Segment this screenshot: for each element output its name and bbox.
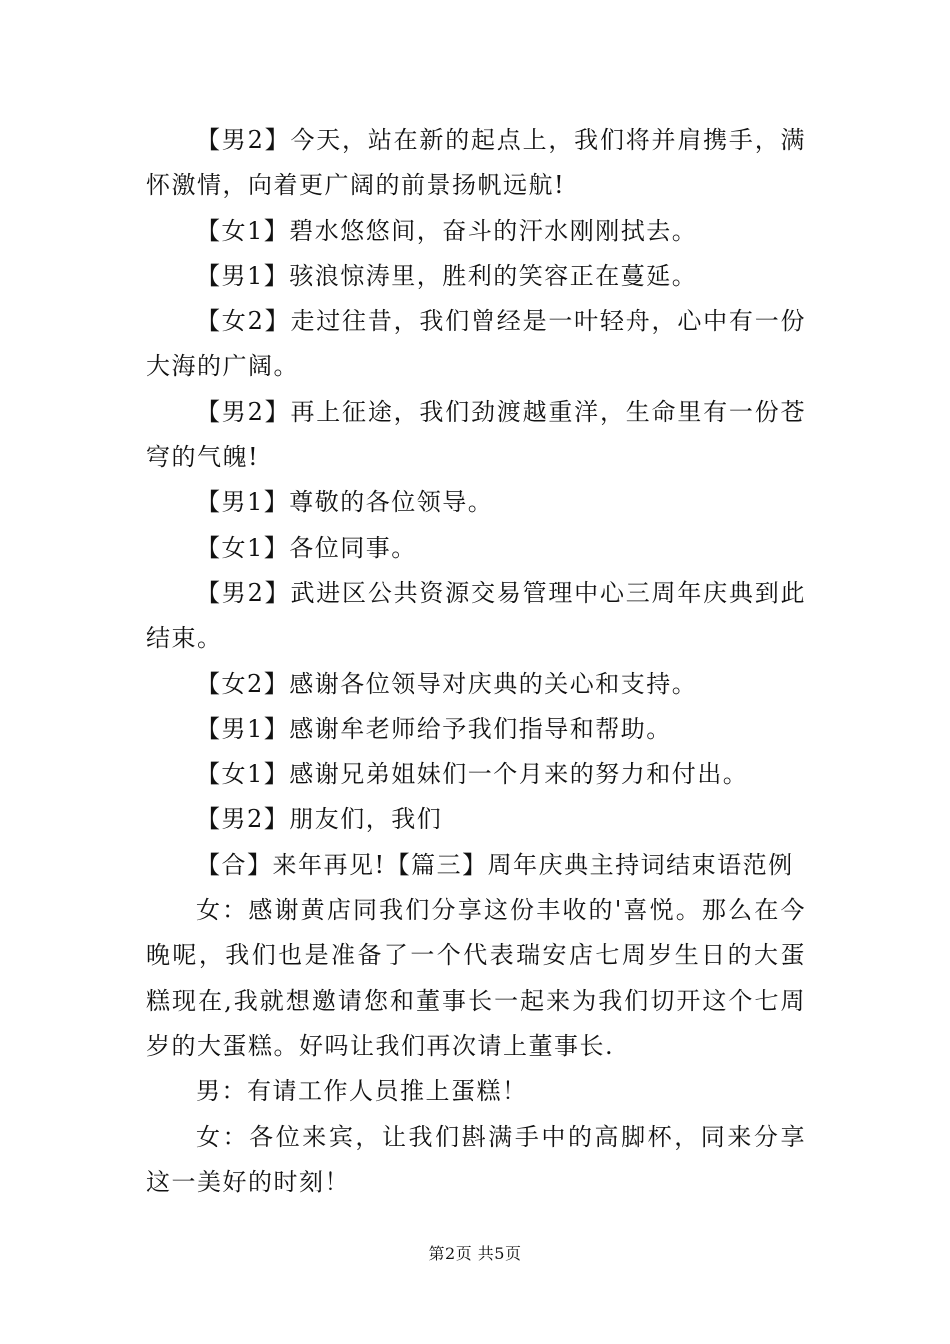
paragraph-1: 【男2】今天，站在新的起点上，我们将并肩携手，满怀激情，向着更广阔的前景扬帆远航! xyxy=(146,126,806,200)
paragraph-6: 【男1】尊敬的各位领导。 xyxy=(196,488,494,517)
paragraph-15: 男：有请工作人员推上蛋糕！ xyxy=(196,1077,528,1106)
paragraph-7: 【女1】各位同事。 xyxy=(196,533,417,562)
paragraph-16: 女：各位来宾，让我们斟满手中的高脚杯，同来分享这一美好的时刻！ xyxy=(146,1122,806,1196)
document-body xyxy=(146,118,806,1205)
paragraph-5: 【男2】再上征途，我们劲渡越重洋，生命里有一份苍穹的气魄! xyxy=(146,397,806,472)
paragraph-2: 【女1】碧水悠悠间，奋斗的汗水刚刚拭去。 xyxy=(196,216,698,245)
paragraph-8: 【男2】武进区公共资源交易管理中心三周年庆典到此结束。 xyxy=(146,578,806,653)
paragraph-13: 【合】来年再见!【篇三】周年庆典主持词结束语范例 xyxy=(196,850,794,879)
paragraph-12: 【男2】朋友们，我们 xyxy=(196,805,443,834)
page-number-footer: 第2页 共5页 xyxy=(428,1244,522,1263)
paragraph-11: 【女1】感谢兄弟姐妹们一个月来的努力和付出。 xyxy=(196,760,749,789)
paragraph-14: 女：感谢黄店同我们分享这份丰收的'喜悦。那么在今晚呢，我们也是准备了一个代表瑞安店七周岁生日的大蛋糕现在,我就想邀请您和董事长一起来为我们切开这个七周岁的大蛋糕。好吗让我们再次请上董事长. xyxy=(146,896,806,1060)
paragraph-3: 【男1】骇浪惊涛里，胜利的笑容正在蔓延。 xyxy=(196,261,698,290)
paragraph-10: 【男1】感谢牟老师给予我们指导和帮助。 xyxy=(196,714,672,743)
paragraph-9: 【女2】感谢各位领导对庆典的关心和支持。 xyxy=(196,669,698,698)
paragraph-4: 【女2】走过往昔，我们曾经是一叶轻舟，心中有一份大海的广阔。 xyxy=(146,307,806,381)
